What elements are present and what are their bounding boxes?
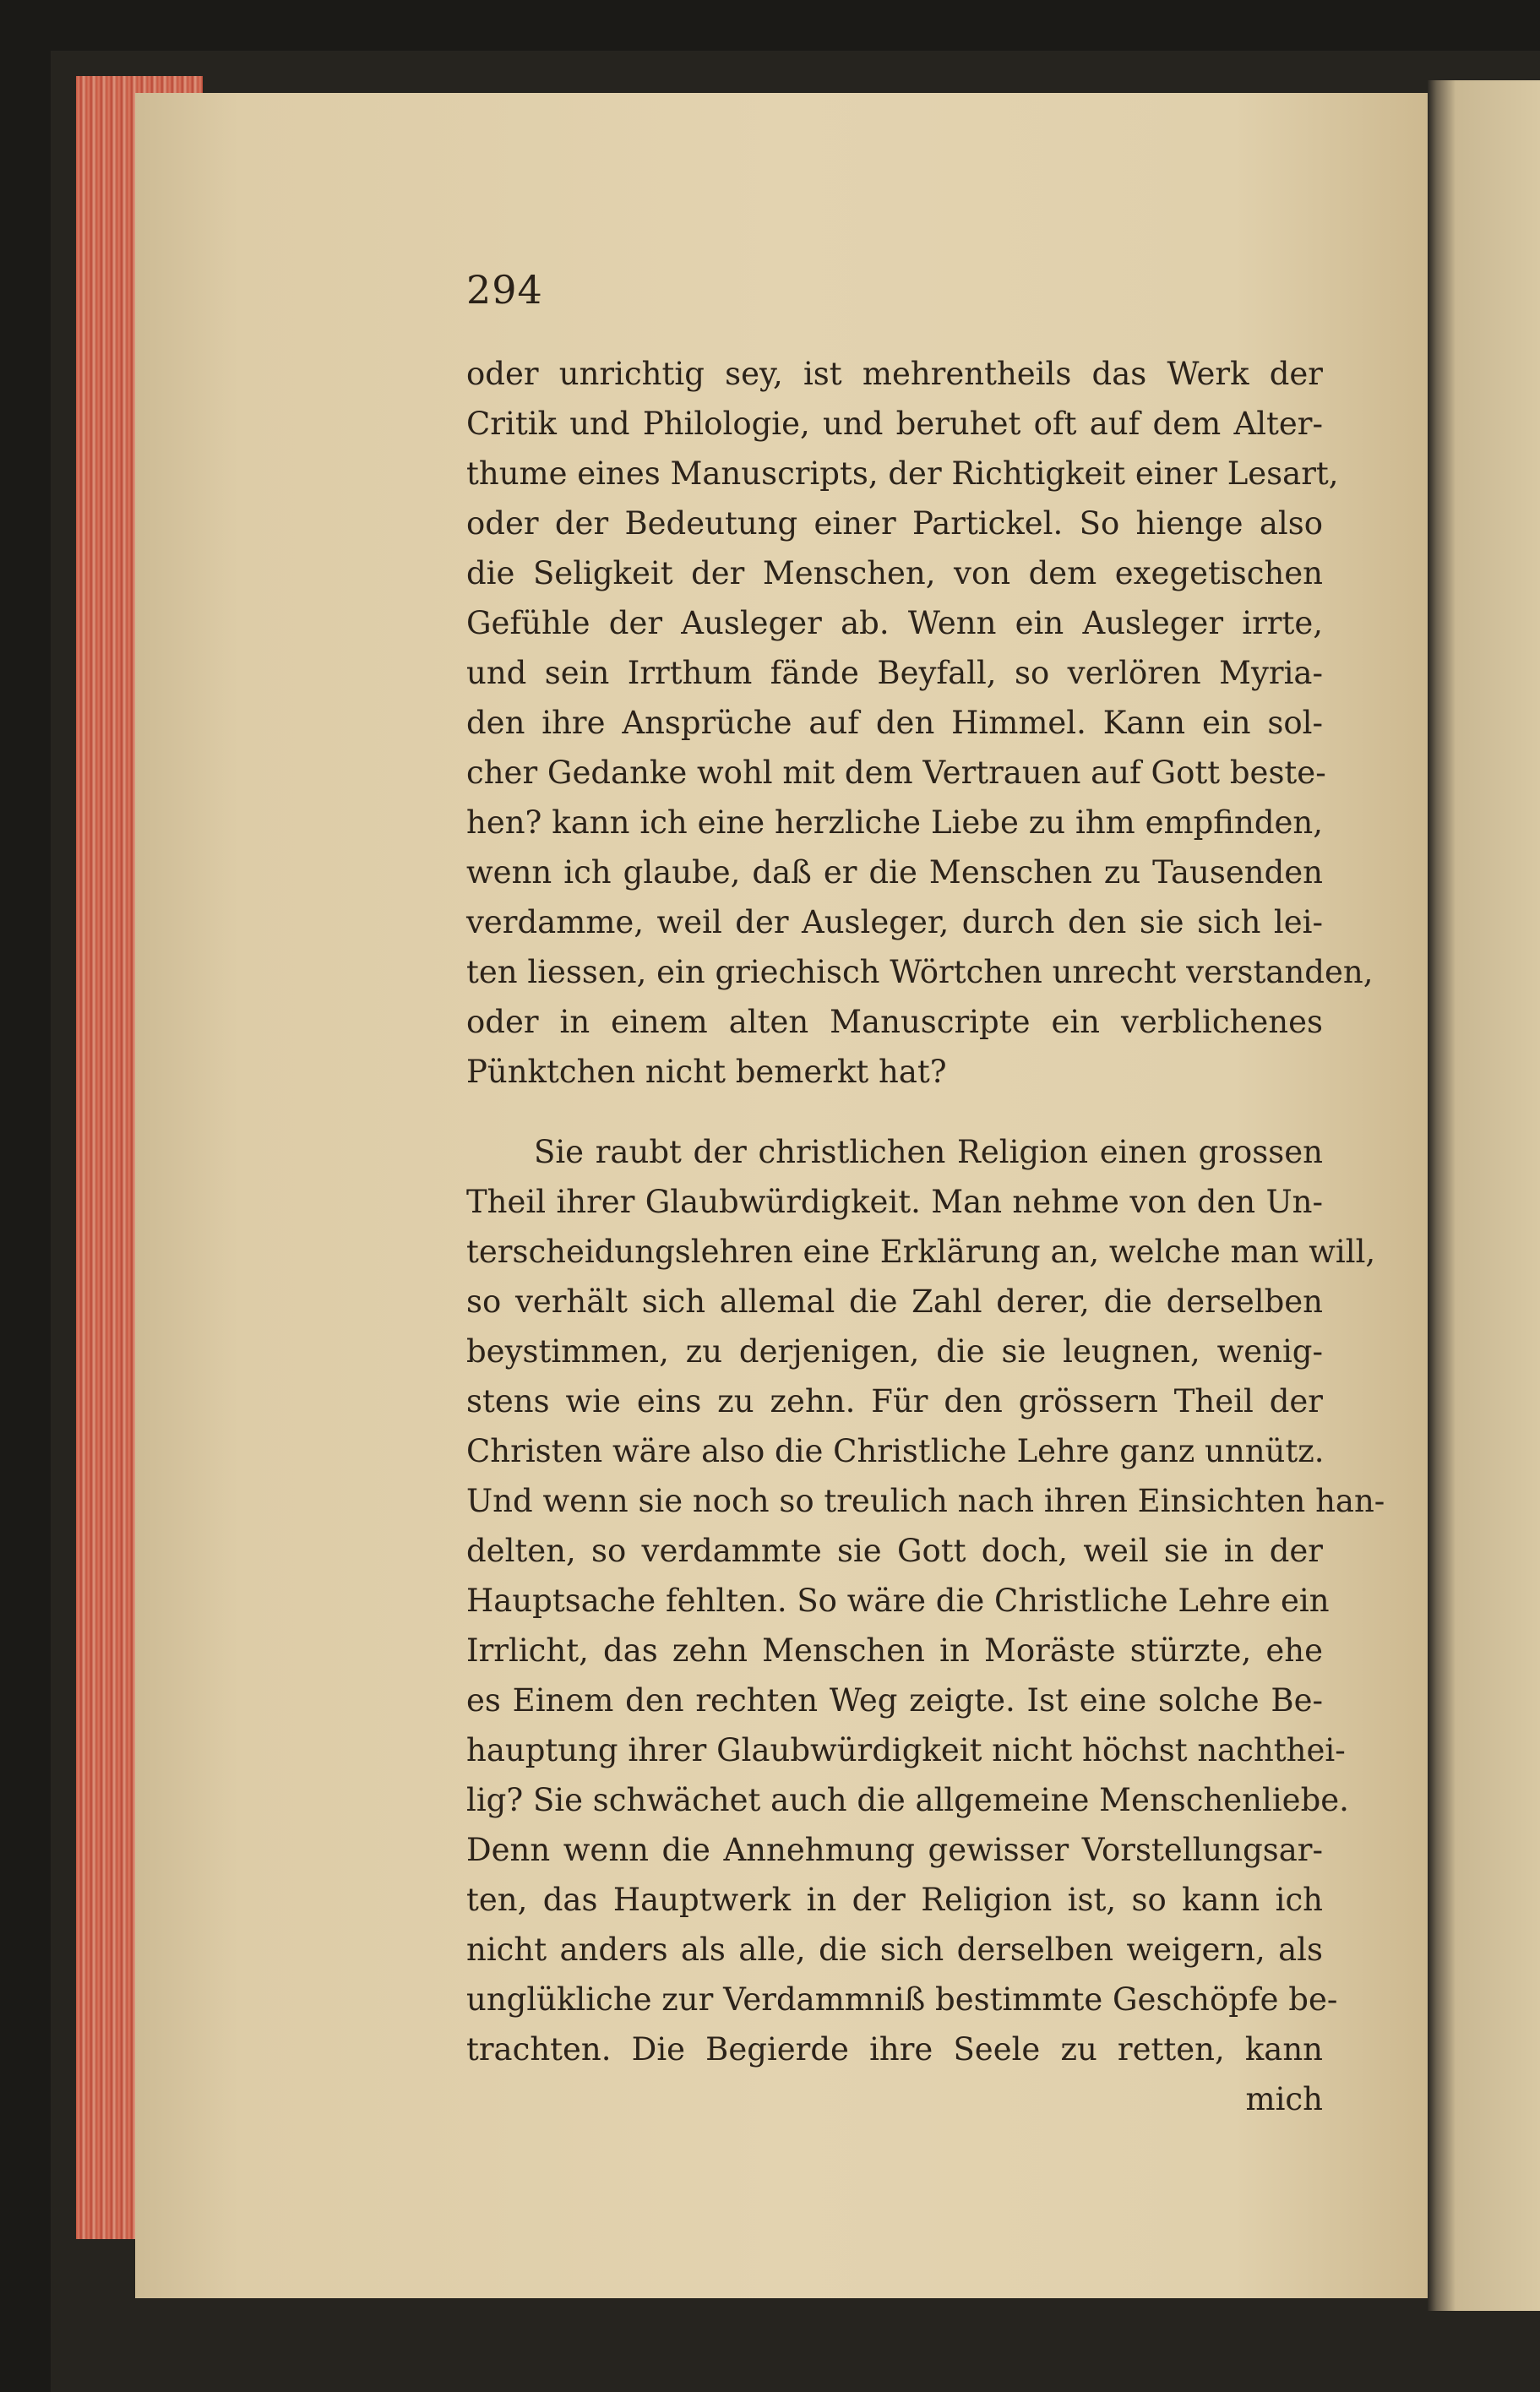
text-line: die Seligkeit der Menschen, von dem exegetischen — [466, 555, 1323, 591]
text-line: oder in einem alten Manuscripte ein verblichenes — [466, 1004, 1323, 1040]
text-line: delten, so verdammte sie Gott doch, weil sie in der — [466, 1533, 1323, 1569]
text-line: verdamme, weil der Ausleger, durch den sie sich lei- — [466, 904, 1323, 940]
text-line: oder der Bedeutung einer Partickel. So hienge also — [466, 505, 1323, 542]
text-line: hauptung ihrer Glaubwürdigkeit nicht höchst nachthei- — [466, 1732, 1346, 1768]
text-line: beystimmen, zu derjenigen, die sie leugnen, wenig- — [466, 1333, 1323, 1370]
text-line: nicht anders als alle, die sich derselben weigern, als — [466, 1932, 1323, 1968]
text-line: thume eines Manuscripts, der Richtigkeit einer Lesart, — [466, 455, 1339, 492]
text-line: lig? Sie schwächet auch die allgemeine Menschenliebe. — [466, 1782, 1349, 1818]
text-line: Theil ihrer Glaubwürdigkeit. Man nehme von den Un- — [466, 1184, 1323, 1220]
text-line: es Einem den rechten Weg zeigte. Ist eine solche Be- — [466, 1682, 1323, 1719]
page-number: 294 — [466, 267, 543, 313]
text-line: trachten. Die Begierde ihre Seele zu retten, kann — [466, 2031, 1323, 2068]
paragraph-first-line: Sie raubt der christlichen Religion einen grossen — [534, 1134, 1323, 1170]
text-line: Pünktchen nicht bemerkt hat? — [466, 1054, 947, 1090]
text-line: Denn wenn die Annehmung gewisser Vorstellungsar- — [466, 1832, 1323, 1868]
catchword: mich — [1245, 2081, 1323, 2117]
text-line: ten liessen, ein griechisch Wörtchen unrecht verstanden, — [466, 954, 1374, 990]
facing-page-edge — [1428, 80, 1540, 2311]
text-line: Und wenn sie noch so treulich nach ihren Einsichten han- — [466, 1483, 1385, 1519]
text-line: unglükliche zur Verdammniß bestimmte Geschöpfe be- — [466, 1981, 1338, 2018]
text-line: Critik und Philologie, und beruhet oft auf dem Alter- — [466, 406, 1323, 442]
text-line: so verhält sich allemal die Zahl derer, die derselben — [466, 1283, 1323, 1320]
text-line: den ihre Ansprüche auf den Himmel. Kann ein sol- — [466, 705, 1323, 741]
text-line: Hauptsache fehlten. So wäre die Christliche Lehre ein — [466, 1583, 1330, 1619]
text-line: Christen wäre also die Christliche Lehre ganz unnütz. — [466, 1433, 1325, 1469]
text-line: terscheidungslehren eine Erklärung an, welche man will, — [466, 1234, 1376, 1270]
text-line: ten, das Hauptwerk in der Religion ist, so kann ich — [466, 1882, 1323, 1918]
text-line: wenn ich glaube, daß er die Menschen zu Tausenden — [466, 854, 1323, 891]
text-line: oder unrichtig sey, ist mehrentheils das Werk der — [466, 356, 1323, 392]
text-line: Irrlicht, das zehn Menschen in Moräste stürzte, ehe — [466, 1632, 1323, 1669]
text-line: Gefühle der Ausleger ab. Wenn ein Ausleger irrte, — [466, 605, 1323, 641]
text-line: cher Gedanke wohl mit dem Vertrauen auf Gott beste- — [466, 755, 1326, 791]
text-line: stens wie eins zu zehn. Für den grössern Theil der — [466, 1383, 1323, 1419]
text-line: hen? kann ich eine herzliche Liebe zu ihm empfinden, — [466, 804, 1323, 841]
text-line: und sein Irrthum fände Beyfall, so verlören Myria- — [466, 655, 1323, 691]
